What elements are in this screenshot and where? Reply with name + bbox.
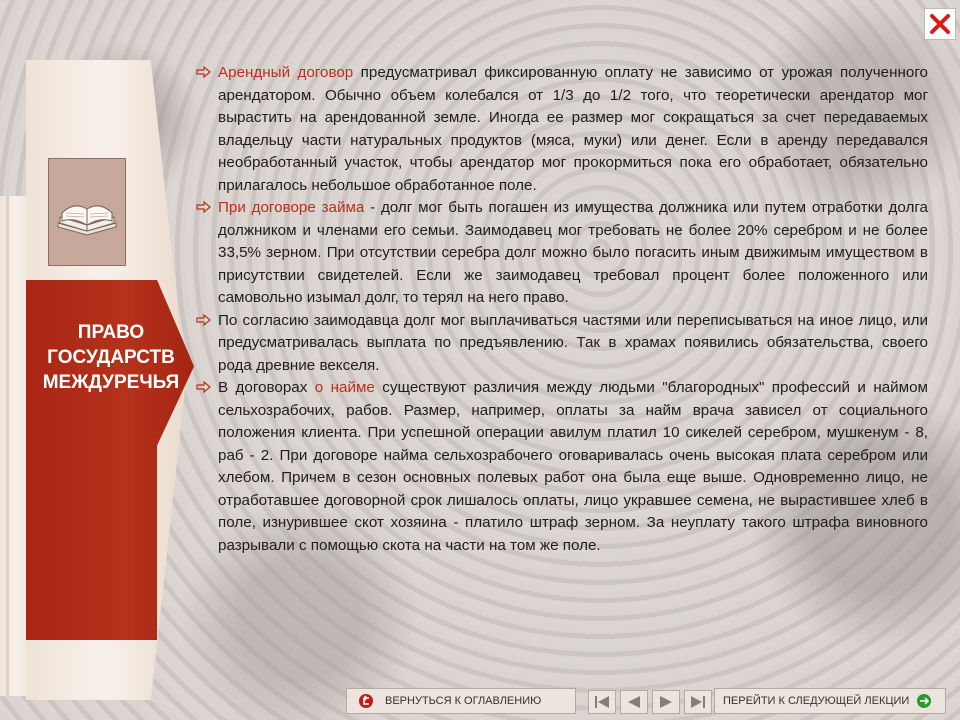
arrow-bullet-icon <box>196 380 212 394</box>
paragraph-text: существуют различия между людьми "благородных" профессий и наймом сельхозрабочих, рабов. Размер, например, оплаты за найм врача зависел от социального положения клиента. При успешной операции авилум платил 10 сикелей серебром, мушкенум - 8, раб - 2. При договоре найма сельхозрабочего оговаривалась очень высокая плата серебром или хлебом. Причем в сезон основных полевых работ она была еще выше. Одновременно лицо, не отработавшее договорной срок лишалось оплаты, лицо укравшее семена, не вырастившее хлеб в поле, изнурившее скот хозяина - платило штраф зерном. За неуплату такого штрафа виновного разрывали с помощью скота на части на том же поле. <box>218 379 928 554</box>
next-lecture-label: ПЕРЕЙТИ К СЛЕДУЮЩЕЙ ЛЕКЦИИ <box>723 695 910 707</box>
last-slide-button[interactable] <box>684 690 712 714</box>
navigation-controls <box>588 690 712 714</box>
back-to-contents-button[interactable] <box>346 688 576 714</box>
section-title-line: ПРАВО <box>77 322 145 343</box>
section-title-line: ГОСУДАРСТВ <box>47 347 175 368</box>
forward-arrow-icon <box>915 692 933 710</box>
section-title <box>30 320 192 395</box>
paragraph-installments <box>196 310 928 378</box>
arrow-bullet-icon <box>196 313 212 327</box>
skip-to-end-icon <box>689 695 707 709</box>
paragraph-lease <box>196 62 928 197</box>
back-to-contents-label: ВЕРНУТЬСЯ К ОГЛАВЛЕНИЮ <box>385 695 542 707</box>
term-highlight: При договоре займа <box>218 199 365 216</box>
arrow-bullet-icon <box>196 65 212 79</box>
book-image <box>48 158 126 266</box>
paragraph-lead: В договорах <box>218 379 315 396</box>
next-slide-button[interactable] <box>652 690 680 714</box>
paragraph-text: По согласию заимодавца долг мог выплачиваться частями или переписываться на иное лицо, или предусматривалась выплата по предъявлению. Так в храмах появились обязательства, своего рода древние векселя. <box>218 311 928 374</box>
open-book-icon <box>54 187 120 237</box>
previous-icon <box>625 695 643 709</box>
paragraph-text: предусматривал фиксированную оплату не зависимо от урожая полученного арендатором. Обычно объем колебался от 1/3 до 1/2 того, что теоретически арендатор мог вырастить на арендованной земле. Иногда ее размер мог сокращаться за счет передаваемых владельцу части натуральных продуктов (мяса, муки) или денег. Если в аренду передавался необработанный участок, чтобы арендатор мог прокормиться пока его обработает, обязательно прилагалось небольшое обработанное поле. <box>218 64 928 194</box>
next-icon <box>657 695 675 709</box>
skip-to-start-icon <box>593 695 611 709</box>
next-lecture-button[interactable] <box>714 688 946 714</box>
term-highlight: о найме <box>314 379 375 396</box>
previous-slide-button[interactable] <box>620 690 648 714</box>
term-highlight: Арендный договор <box>218 64 354 81</box>
paragraph-loan <box>196 197 928 310</box>
first-slide-button[interactable] <box>588 690 616 714</box>
close-icon <box>929 13 951 35</box>
arrow-bullet-icon <box>196 200 212 214</box>
paragraph-text: - долг мог быть погашен из имущества должника или путем отработки долга должником и членами его семьи. Заимодавец мог требовать не более 20% серебром и не более 33,5% зерном. При отсутствии серебра долг можно было погасить иным движимым имуществом в присутствии свидетелей. Если же заимодавец требовал процент более положенного или самовольно изымал долг, то терял на него право. <box>218 199 928 306</box>
paragraph-hire <box>196 377 928 557</box>
lecture-text <box>196 62 928 557</box>
section-title-line: МЕЖДУРЕЧЬЯ <box>42 372 180 393</box>
close-button[interactable] <box>924 8 956 40</box>
return-arrow-icon <box>357 692 375 710</box>
